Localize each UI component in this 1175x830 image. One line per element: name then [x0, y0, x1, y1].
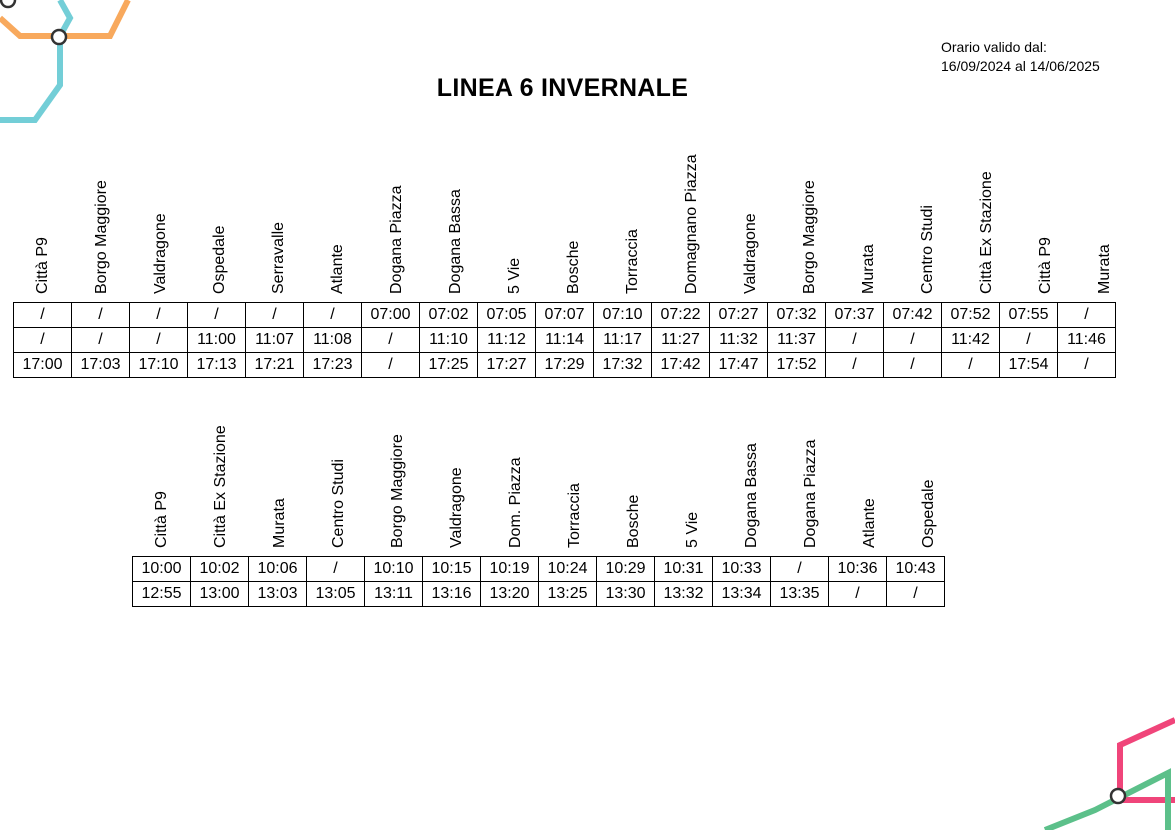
- time-cell: 07:05: [478, 303, 536, 328]
- time-cell: /: [362, 353, 420, 378]
- time-cell: 13:16: [423, 582, 481, 607]
- time-cell: /: [1000, 328, 1058, 353]
- time-cell: 17:10: [130, 353, 188, 378]
- stop-header: [742, 130, 760, 294]
- time-cell: 13:00: [191, 582, 249, 607]
- time-cell: 07:22: [652, 303, 710, 328]
- stop-name: Città Ex Stazione: [977, 171, 995, 294]
- time-cell: 13:32: [655, 582, 713, 607]
- time-cell: /: [130, 328, 188, 353]
- validity-dates: 16/09/2024 al 14/06/2025: [941, 58, 1100, 74]
- time-cell: 11:37: [768, 328, 826, 353]
- time-cell: /: [884, 353, 942, 378]
- schedule-table: [13, 302, 1116, 378]
- time-cell: 17:42: [652, 353, 710, 378]
- table-row: [14, 303, 1116, 328]
- time-cell: 10:24: [539, 557, 597, 582]
- time-cell: 11:46: [1058, 328, 1116, 353]
- table-row: [14, 353, 1116, 378]
- stop-name: Dogana Piazza: [801, 439, 819, 548]
- time-cell: 10:02: [191, 557, 249, 582]
- stop-name: Atlante: [328, 244, 346, 294]
- stop-name: Serravalle: [269, 221, 287, 294]
- schedule-table: [132, 556, 945, 607]
- stop-header: [801, 130, 819, 294]
- stop-name: Murata: [270, 498, 288, 548]
- time-cell: 07:55: [1000, 303, 1058, 328]
- time-cell: 07:27: [710, 303, 768, 328]
- stop-name: Domagnano Piazza: [682, 154, 700, 294]
- time-cell: 17:23: [304, 353, 362, 378]
- time-cell: 17:13: [188, 353, 246, 378]
- station-dot: [52, 30, 66, 44]
- stop-header: [152, 130, 170, 294]
- station-dot: [1111, 789, 1125, 803]
- time-cell: 17:03: [72, 353, 130, 378]
- time-cell: 10:29: [597, 557, 655, 582]
- stop-name: Atlante: [860, 498, 878, 548]
- stop-header: [270, 130, 288, 294]
- time-cell: 11:10: [420, 328, 478, 353]
- time-cell: 11:00: [188, 328, 246, 353]
- stop-header: [212, 400, 230, 548]
- stop-header: [860, 130, 878, 294]
- time-cell: 07:32: [768, 303, 826, 328]
- time-cell: 10:36: [829, 557, 887, 582]
- time-cell: 13:25: [539, 582, 597, 607]
- stop-name: 5 Vie: [683, 511, 701, 548]
- stop-header: [920, 400, 938, 548]
- time-cell: 10:00: [133, 557, 191, 582]
- stop-header: [93, 130, 111, 294]
- stop-header: [507, 400, 525, 548]
- time-cell: /: [887, 582, 945, 607]
- time-cell: 13:34: [713, 582, 771, 607]
- time-cell: 11:32: [710, 328, 768, 353]
- time-cell: 07:52: [942, 303, 1000, 328]
- stop-name: Murata: [859, 244, 877, 294]
- stop-header: [624, 130, 642, 294]
- stop-headers: [132, 400, 958, 556]
- stop-name: Valdragone: [151, 213, 169, 294]
- time-cell: 13:03: [249, 582, 307, 607]
- stop-header: [211, 130, 229, 294]
- time-cell: 17:52: [768, 353, 826, 378]
- time-cell: 11:14: [536, 328, 594, 353]
- time-cell: /: [130, 303, 188, 328]
- time-cell: 11:27: [652, 328, 710, 353]
- stop-name: Città Ex Stazione: [211, 425, 229, 548]
- stop-header: [153, 400, 171, 548]
- stop-header: [330, 400, 348, 548]
- time-cell: 13:30: [597, 582, 655, 607]
- time-cell: /: [72, 328, 130, 353]
- stop-header: [506, 130, 524, 294]
- stop-header: [388, 130, 406, 294]
- time-cell: /: [307, 557, 365, 582]
- stop-name: 5 Vie: [505, 257, 523, 294]
- stop-header: [743, 400, 761, 548]
- stop-name: Dogana Piazza: [387, 185, 405, 294]
- stop-name: Ospedale: [919, 479, 937, 548]
- time-cell: 12:55: [133, 582, 191, 607]
- page-title: LINEA 6 INVERNALE: [436, 74, 689, 102]
- stop-header: [919, 130, 937, 294]
- time-cell: 13:05: [307, 582, 365, 607]
- stop-name: Dogana Bassa: [742, 443, 760, 548]
- time-cell: 10:06: [249, 557, 307, 582]
- stop-name: Città P9: [1036, 237, 1054, 294]
- time-cell: 17:25: [420, 353, 478, 378]
- time-cell: 13:20: [481, 582, 539, 607]
- stop-name: Dom. Piazza: [506, 457, 524, 548]
- time-cell: 17:21: [246, 353, 304, 378]
- stop-name: Valdragone: [447, 467, 465, 548]
- bottom-right-line-graphic: [1035, 710, 1175, 830]
- time-cell: /: [771, 557, 829, 582]
- time-cell: 13:11: [365, 582, 423, 607]
- stop-name: Dogana Bassa: [446, 189, 464, 294]
- time-cell: /: [884, 328, 942, 353]
- stop-name: Torraccia: [565, 483, 583, 548]
- time-cell: 10:33: [713, 557, 771, 582]
- time-cell: 11:17: [594, 328, 652, 353]
- time-cell: /: [1058, 303, 1116, 328]
- time-cell: 17:54: [1000, 353, 1058, 378]
- time-cell: 11:08: [304, 328, 362, 353]
- validity-label: Orario valido dal:: [941, 39, 1047, 55]
- validity-period: [941, 38, 1100, 76]
- stop-name: Centro Studi: [329, 459, 347, 548]
- time-cell: 17:32: [594, 353, 652, 378]
- time-cell: 07:07: [536, 303, 594, 328]
- stop-header: [34, 130, 52, 294]
- stop-name: Bosche: [624, 494, 642, 548]
- stop-header: [448, 400, 466, 548]
- stop-name: Torraccia: [623, 229, 641, 294]
- stop-header: [1096, 130, 1114, 294]
- stop-name: Borgo Maggiore: [800, 180, 818, 294]
- stop-name: Città P9: [152, 491, 170, 548]
- stop-name: Murata: [1095, 244, 1113, 294]
- time-cell: 13:35: [771, 582, 829, 607]
- time-cell: 10:15: [423, 557, 481, 582]
- time-cell: 17:29: [536, 353, 594, 378]
- time-cell: 07:02: [420, 303, 478, 328]
- time-cell: 11:07: [246, 328, 304, 353]
- time-cell: /: [362, 328, 420, 353]
- stop-header: [861, 400, 879, 548]
- time-cell: /: [14, 303, 72, 328]
- stop-headers: [13, 130, 1134, 302]
- stop-header: [1037, 130, 1055, 294]
- time-cell: 07:37: [826, 303, 884, 328]
- time-cell: /: [246, 303, 304, 328]
- stop-header: [683, 130, 701, 294]
- stop-header: [625, 400, 643, 548]
- time-cell: /: [188, 303, 246, 328]
- stop-header: [329, 130, 347, 294]
- time-cell: /: [1058, 353, 1116, 378]
- stop-header: [566, 400, 584, 548]
- stop-name: Città P9: [33, 237, 51, 294]
- stop-header: [271, 400, 289, 548]
- time-cell: 10:19: [481, 557, 539, 582]
- time-cell: /: [304, 303, 362, 328]
- table-row: [14, 328, 1116, 353]
- time-cell: /: [14, 328, 72, 353]
- time-cell: /: [942, 353, 1000, 378]
- time-cell: 07:42: [884, 303, 942, 328]
- table-row: [133, 582, 945, 607]
- table-row: [133, 557, 945, 582]
- time-cell: 07:10: [594, 303, 652, 328]
- stop-name: Bosche: [564, 240, 582, 294]
- time-cell: 17:47: [710, 353, 768, 378]
- stop-header: [447, 130, 465, 294]
- time-cell: 07:00: [362, 303, 420, 328]
- stop-name: Ospedale: [210, 225, 228, 294]
- time-cell: 11:42: [942, 328, 1000, 353]
- stop-header: [684, 400, 702, 548]
- time-cell: /: [829, 582, 887, 607]
- time-cell: 11:12: [478, 328, 536, 353]
- stop-header: [978, 130, 996, 294]
- time-cell: 17:00: [14, 353, 72, 378]
- time-cell: /: [826, 328, 884, 353]
- time-cell: 10:31: [655, 557, 713, 582]
- time-cell: 10:10: [365, 557, 423, 582]
- stop-name: Borgo Maggiore: [92, 180, 110, 294]
- stop-name: Centro Studi: [918, 205, 936, 294]
- timetable-2: [132, 400, 958, 602]
- time-cell: 17:27: [478, 353, 536, 378]
- stop-name: Valdragone: [741, 213, 759, 294]
- time-cell: /: [826, 353, 884, 378]
- time-cell: 10:43: [887, 557, 945, 582]
- top-left-line-graphic: [0, 0, 140, 130]
- stop-header: [802, 400, 820, 548]
- station-dot: [1, 0, 15, 7]
- stop-header: [389, 400, 407, 548]
- stop-header: [565, 130, 583, 294]
- time-cell: /: [72, 303, 130, 328]
- stop-name: Borgo Maggiore: [388, 434, 406, 548]
- timetable-1: [13, 130, 1134, 373]
